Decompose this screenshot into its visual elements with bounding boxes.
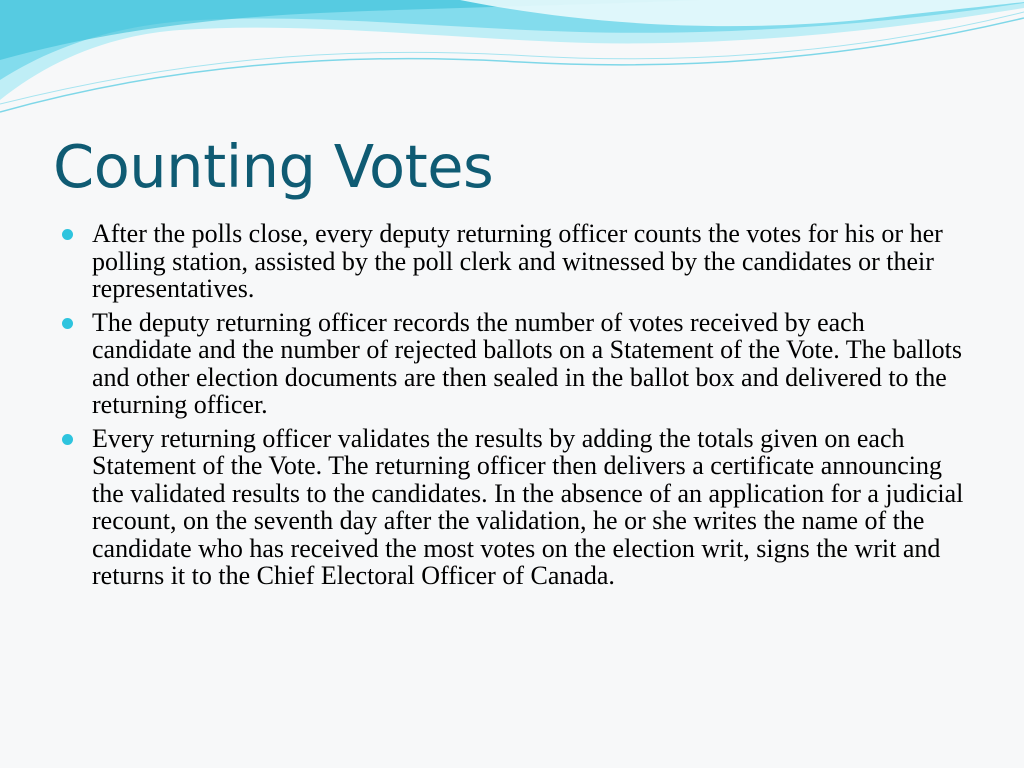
bullet-item: [62, 220, 967, 303]
header-wave-decoration: [0, 0, 1024, 130]
bullet-icon: [62, 229, 73, 240]
bullet-icon: [62, 318, 73, 329]
bullet-text: After the polls close, every deputy returning officer counts the votes for his or her polling station, assisted by the poll clerk and witnessed by the candidates or their representatives.: [92, 219, 943, 303]
bullet-text: The deputy returning officer records the number of votes received by each candidate and the number of rejected ballots on a Statement of the Vote. The ballots and other election documents are then sealed in the ballot box and delivered to the returning officer.: [92, 307, 963, 419]
bullet-list: [62, 220, 967, 596]
slide-title: Counting Votes: [53, 132, 494, 201]
bullet-item: [62, 425, 967, 590]
bullet-item: [62, 309, 967, 419]
bullet-icon: [62, 434, 73, 445]
bullet-text: Every returning officer validates the results by adding the totals given on each Statement of the Vote. The returning officer then delivers a certificate announcing the validated results to the candidates. In the absence of an application for a judicial recount, on the seventh day after the validation, he or she writes the name of the candidate who has received the most votes on the election writ, signs the writ and returns it to the Chief Electoral Officer of Canada.: [92, 423, 964, 590]
